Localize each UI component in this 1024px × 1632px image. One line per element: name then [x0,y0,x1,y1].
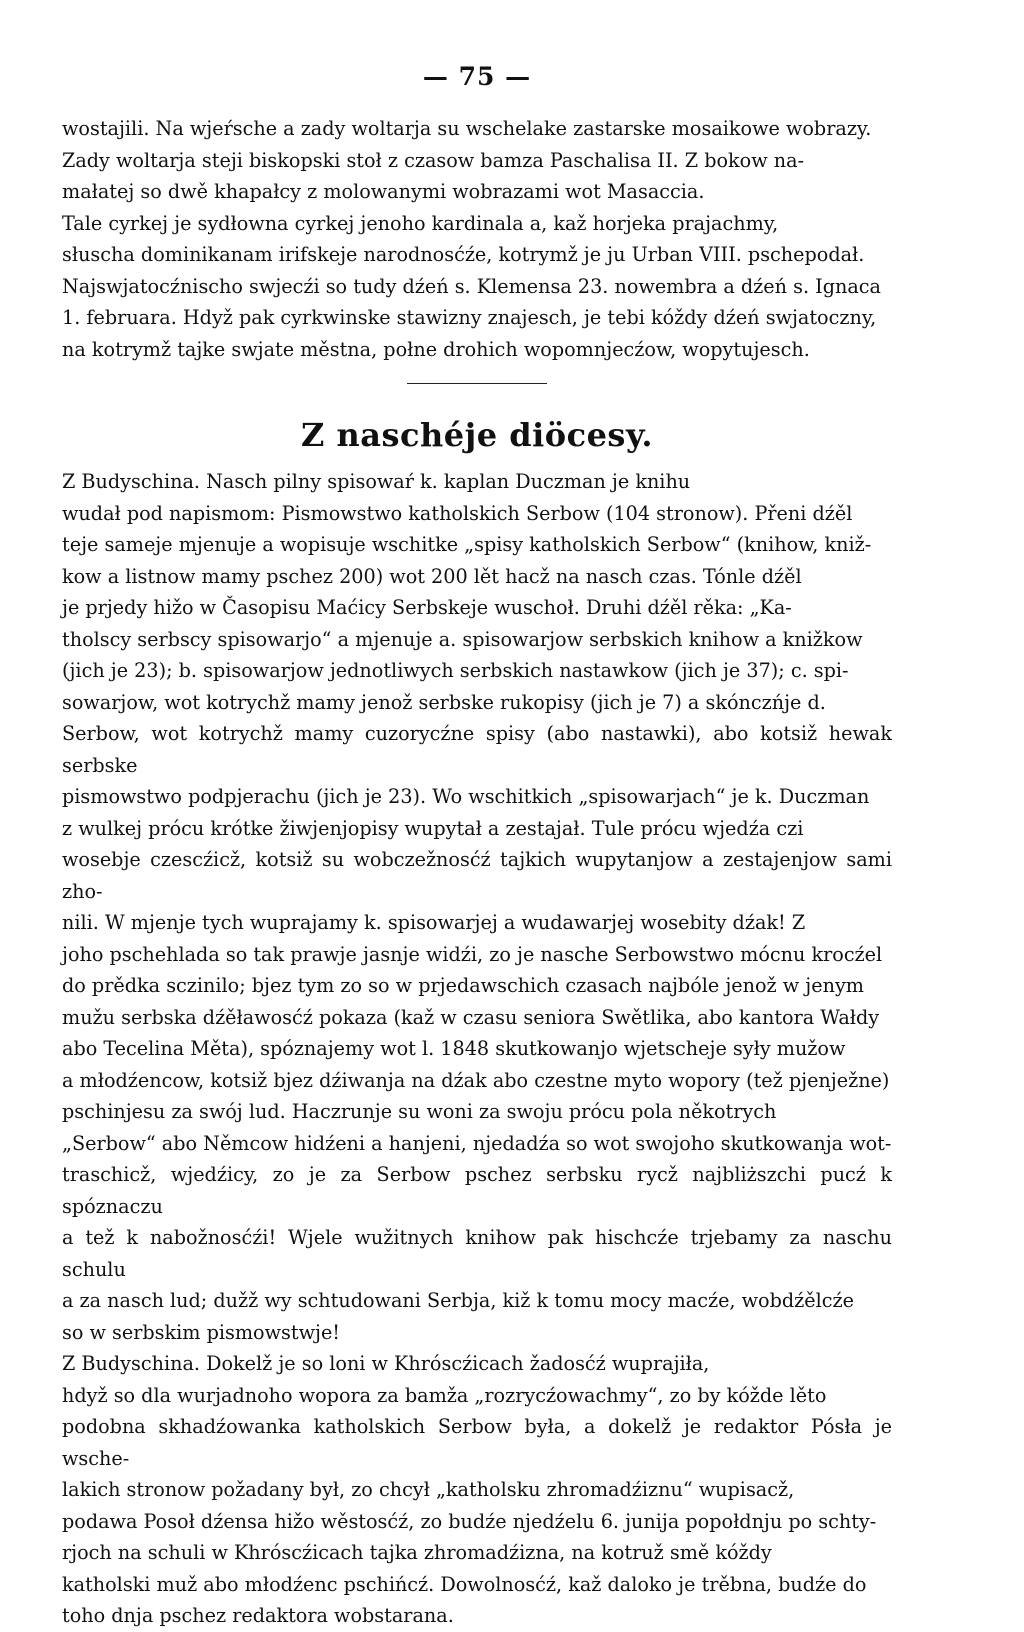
section-divider [407,383,547,384]
text-line: hdyž so dla wurjadnoho wopora za bamža „rozrycźowachmy“, zo by kóžde lěto [62,1383,827,1407]
text-line: Serbow, wot kotrychž mamy cuzorycźne spisy (abo nastawki), abo kotsiž hewak serbske [62,722,892,777]
article-budyschin-1 [62,466,892,1348]
text-line: a za nasch lud; dužž wy schtudowani Serbja, kiž k tomu mocy macźe, wobdźělcźe [62,1289,854,1312]
text-line: traschicž, wjedźicy, zo je za Serbow pschez serbsku rycž najbliższchi pucź k spóznaczu [62,1163,892,1218]
text-line: małatej so dwě khapałcy z molowanymi wobrazami wot Masaccia. [62,180,705,203]
text-line: teje sameje mjenuje a wopisuje wschitke „spisy katholskich Serbow“ (knihow, kniž- [62,533,872,556]
text-line: (jich je 23); b. spisowarjow jednotliwych serbskich nastawkow (jich je 37); c. spi- [62,659,849,682]
section-heading: Z naschéje diöcesy. [301,416,653,454]
text-line: na kotrymž tajke swjate městna, połne drohich wopomnjecźow, wopytujesch. [62,337,810,361]
text-line: pismowstwo podpjerachu (jich je 23). Wo wschitkich „spisowarjach“ je k. Duczman [62,785,870,808]
text-line: podobna skhadźowanka katholskich Serbow była, a dokelž je redaktor Pósła je wsche- [62,1415,892,1470]
text-line: so w serbskim pismowstwje! [62,1320,341,1344]
intro-paragraph [62,113,892,365]
text-line: pschinjesu za swój lud. Haczrunje su woni za swoju prócu pola někotrych [62,1100,777,1123]
text-line: do prědka sczinilo; bjez tym zo so w prjedawschich czasach najbóle jenož w jenym [62,974,864,997]
text-line: słuscha dominikanam irifskeje narodnosćźe, kotrymž je ju Urban VIII. pschepodał. [62,243,865,266]
text-line: Z Budyschina. Nasch pilny spisowaŕ k. kaplan Duczman je knihu [62,470,691,493]
text-line: tholscy serbscy spisowarjo“ a mjenuje a. spisowarjow serbskich knihow a knižkow [62,627,863,651]
text-line: sowarjow, wot kotrychž mamy jenož serbske rukopisy (jich je 7) a skónczńje d. [62,690,826,714]
document-page [62,62,892,1632]
text-line: toho dnja pschez redaktora wobstarana. [62,1604,454,1627]
text-line: lakich stronow požadany był, zo chcył „katholsku zhromadźiznu“ wupisacž, [62,1478,795,1501]
text-line: katholski muž abo młodźenc pschińcź. Dowolnosćź, kaž daloko je trěbna, budźe do [62,1572,867,1596]
article-budyschin-2 [62,1348,892,1632]
text-line: Zady woltarja steji biskopski stoł z czasow bamza Paschalisa II. Z bokow na- [62,148,805,172]
text-line: a tež k nabožnosćźi! Wjele wužitnych knihow pak hischcźe trjebamy za naschu schulu [62,1226,892,1281]
text-line: Najswjatocźnischo swjecźi so tudy dźeń s. Klemensa 23. nowembra a dźeń s. Ignaca [62,274,881,298]
text-line: Z Budyschina. Dokelž je so loni w Khróscźicach žadosćź wuprajiła, [62,1352,710,1375]
text-line: je prjedy hižo w Časopisu Maćicy Serbskeje wuschoł. Druhi dźěl rěka: „Ka- [62,596,792,619]
text-line: wosebje czescźicž, kotsiž su wobczežnosćź tajkich wupytanjow a zestajenjow sami zho- [62,848,892,903]
text-line: a młodźencow, kotsiž bjez dźiwanja na dźak abo czestne myto wopory (tež pjenježne) [62,1068,890,1092]
text-line: Tale cyrkej je sydłowna cyrkej jenoho kardinala a, kaž horjeka prajachmy, [62,211,779,235]
text-line: abo Tecelina Měta), spóznajemy wot l. 1848 skutkowanjo wjetscheje syły mužow [62,1037,846,1060]
text-line: wostajili. Na wjeŕsche a zady woltarja su wschelake zastarske mosaikowe wobrazy. [62,117,872,140]
text-line: „Serbow“ abo Němcow hidźeni a hanjeni, njedadźa so wot swojoho skutkowanja wot- [62,1131,892,1155]
text-line: 1. februara. Hdyž pak cyrkwinske stawizny znajesch, je tebi kóždy dźeń swjatoczny, [62,306,877,329]
page-number: — 75 — [422,62,532,91]
text-line: wudał pod napismom: Pismowstwo katholskich Serbow (104 stronow). Přeni dźěl [62,501,853,525]
text-line: kow a listnow mamy pschez 200) wot 200 lět hacž na nasch czas. Tónle dźěl [62,564,802,588]
text-line: rjoch na schuli w Khróscźicach tajka zhromadźizna, na kotruž smě kóždy [62,1541,772,1564]
text-line: joho pschehlada so tak prawje jasnje widźi, zo je nasche Serbowstwo mócnu krocźel [62,942,883,966]
text-line: podawa Posoł dźensa hižo wěstosćź, zo budźe njedźelu 6. junija popołdnju po schty- [62,1509,877,1533]
text-line: z wulkej prócu krótke žiwjenjopisy wupytał a zestajał. Tule prócu wjedźa czi [62,816,804,840]
text-line: mužu serbska dźěławosćź pokaza (kaž w czasu seniora Swětlika, abo kantora Wałdy [62,1005,880,1029]
text-line: nili. W mjenje tych wuprajamy k. spisowarjej a wudawarjej wosebity dźak! Z [62,911,806,934]
